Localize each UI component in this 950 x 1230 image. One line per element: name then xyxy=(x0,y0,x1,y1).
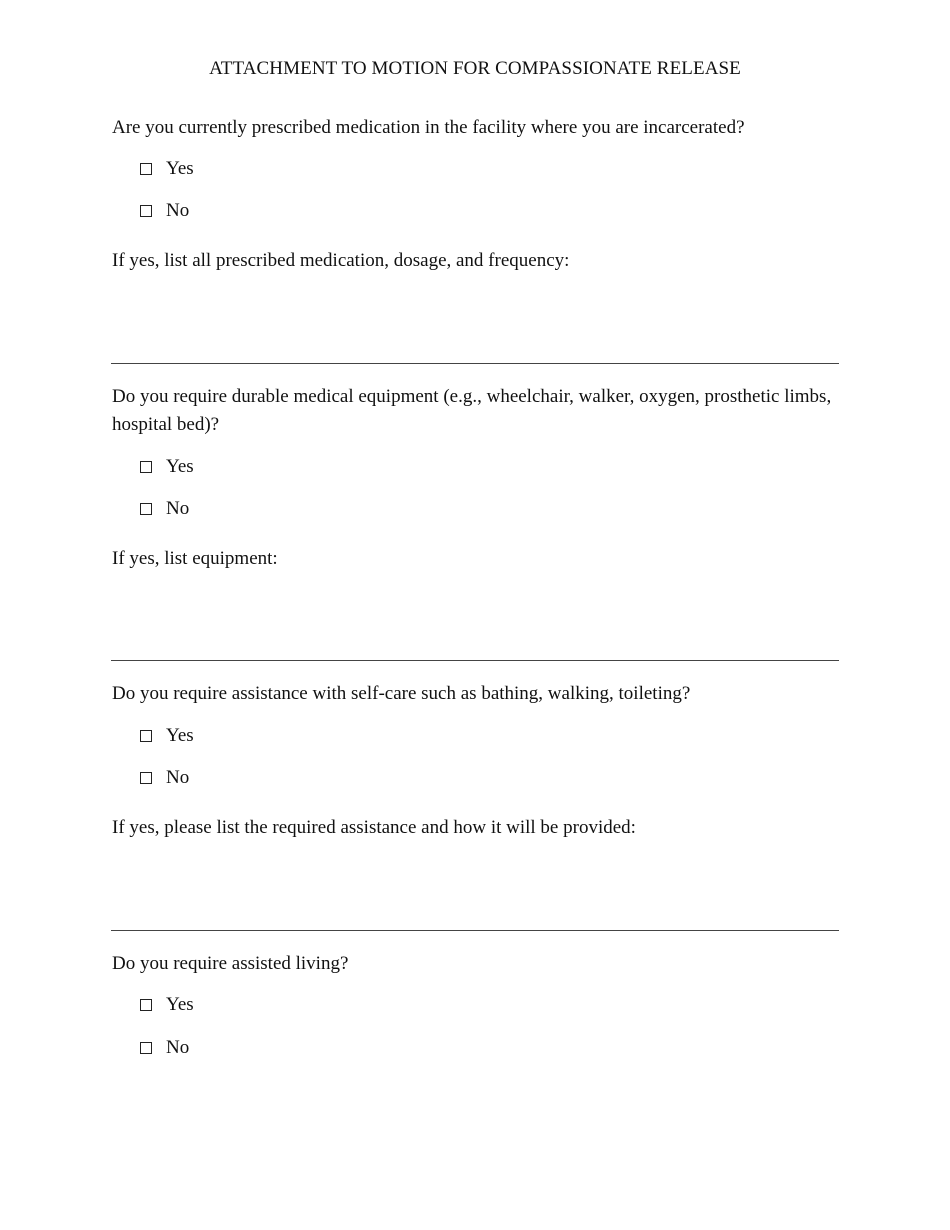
checkbox-icon[interactable] xyxy=(140,730,152,742)
option-label: Yes xyxy=(166,994,194,1015)
question-medication: Are you currently prescribed medication in the facility where you are incarcerated? xyxy=(112,117,745,138)
checkbox-icon[interactable] xyxy=(140,503,152,515)
follow-up-equipment: If yes, list equipment: xyxy=(112,548,278,569)
medication-no-checkbox[interactable] xyxy=(140,199,189,223)
checkbox-icon[interactable] xyxy=(140,461,152,473)
self-care-no-checkbox[interactable] xyxy=(140,766,189,790)
medication-yes-checkbox[interactable] xyxy=(140,157,194,181)
equipment-no-checkbox[interactable] xyxy=(140,497,189,521)
question-self-care: Do you require assistance with self-care such as bathing, walking, toileting? xyxy=(112,683,691,704)
self-care-answer-line[interactable] xyxy=(111,930,839,931)
medication-answer-line[interactable] xyxy=(111,363,839,364)
option-label: No xyxy=(166,498,190,519)
assisted-living-yes-checkbox[interactable] xyxy=(140,993,194,1017)
option-label: Yes xyxy=(166,158,194,179)
option-label: Yes xyxy=(166,456,194,477)
checkbox-icon[interactable] xyxy=(140,1042,152,1054)
follow-up-medication: If yes, list all prescribed medication, dosage, and frequency: xyxy=(112,250,570,271)
document-title: ATTACHMENT TO MOTION FOR COMPASSIONATE RELEASE xyxy=(209,58,741,79)
checkbox-icon[interactable] xyxy=(140,205,152,217)
option-label: No xyxy=(166,767,190,788)
equipment-yes-checkbox[interactable] xyxy=(140,455,194,479)
question-equipment: Do you require durable medical equipment (e.g., wheelchair, walker, oxygen, prosthetic limbs, hospital bed)? xyxy=(112,386,832,435)
checkbox-icon[interactable] xyxy=(140,163,152,175)
follow-up-self-care: If yes, please list the required assistance and how it will be provided: xyxy=(112,817,636,838)
checkbox-icon[interactable] xyxy=(140,999,152,1011)
equipment-answer-line[interactable] xyxy=(111,660,839,661)
option-label: No xyxy=(166,1037,190,1058)
question-assisted-living: Do you require assisted living? xyxy=(112,953,349,974)
option-label: No xyxy=(166,200,190,221)
checkbox-icon[interactable] xyxy=(140,772,152,784)
option-label: Yes xyxy=(166,725,194,746)
assisted-living-no-checkbox[interactable] xyxy=(140,1036,189,1060)
self-care-yes-checkbox[interactable] xyxy=(140,724,194,748)
